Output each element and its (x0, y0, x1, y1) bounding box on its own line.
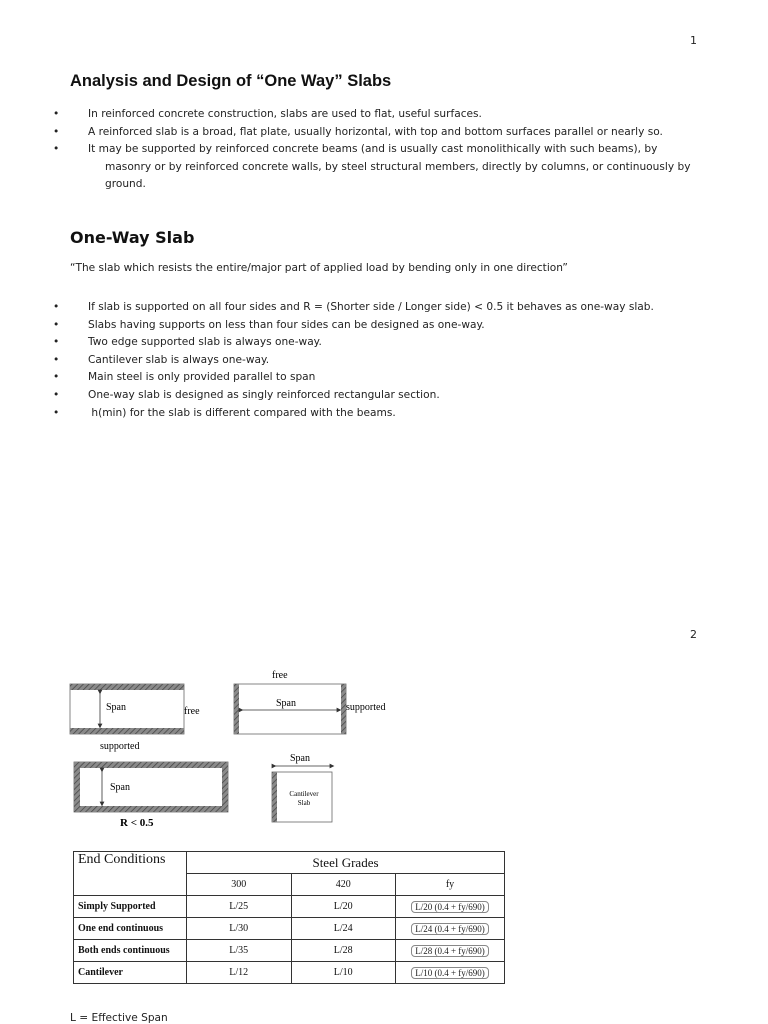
definition-text: “The slab which resists the entire/major part of applied load by bending only in one direction” (70, 262, 568, 274)
document-title: Analysis and Design of “One Way” Slabs (70, 72, 392, 90)
slab-label: Slab (297, 799, 311, 807)
condition-cell: One end continuous (74, 918, 187, 940)
fy-formula-cell (396, 962, 505, 984)
supported-label: supported (100, 741, 140, 752)
table-row (74, 962, 505, 984)
table-row (74, 896, 505, 918)
slab-support-diagrams (60, 656, 480, 828)
fy-formula-cell (396, 940, 505, 962)
grade-fy-header: fy (396, 874, 505, 896)
grade-300-cell: L/25 (187, 896, 292, 918)
list-item: • h(min) for the slab is different compared with the beams. (53, 406, 396, 419)
grade-420-cell: L/20 (291, 896, 396, 918)
cantilever-label: Cantilever (289, 790, 319, 798)
grade-300-cell: L/12 (187, 962, 292, 984)
grade-420-header: 420 (291, 874, 396, 896)
page-number: 2 (690, 628, 697, 641)
list-item: • One-way slab is designed as singly reinforced rectangular section. (53, 388, 440, 401)
list-item: • Cantilever slab is always one-way. (53, 353, 270, 366)
span-label: Span (276, 698, 296, 709)
list-item: • A reinforced slab is a broad, flat plate, usually horizontal, with top and bottom surfaces parallel or nearly so. (53, 125, 663, 138)
grade-420-cell: L/10 (291, 962, 396, 984)
list-item: • In reinforced concrete construction, slabs are used to flat, useful surfaces. (53, 108, 482, 120)
span-label: Span (290, 753, 310, 764)
list-item: • If slab is supported on all four sides and R = (Shorter side / Longer side) < 0.5 it behaves as one-way slab. (53, 301, 654, 313)
side-supported-slab-diagram (234, 670, 385, 734)
min-thickness-table (73, 851, 505, 984)
free-label: free (184, 706, 200, 717)
fy-formula: L/24 (0.4 + fy/690) (411, 923, 489, 935)
fy-formula: L/10 (0.4 + fy/690) (411, 967, 489, 979)
end-conditions-header: End Conditions (74, 852, 187, 896)
supported-label: supported (346, 702, 386, 713)
ratio-label: R < 0.5 (120, 817, 154, 828)
four-side-slab-diagram (74, 762, 228, 828)
fy-formula: L/20 (0.4 + fy/690) (411, 901, 489, 913)
table-row (74, 940, 505, 962)
free-label: free (272, 670, 288, 681)
grade-300-header: 300 (187, 874, 292, 896)
steel-grades-header: Steel Grades (187, 852, 505, 874)
span-label: Span (110, 782, 130, 793)
two-edge-slab-diagram (70, 684, 200, 752)
grade-300-cell: L/30 (187, 918, 292, 940)
list-item: • It may be supported by reinforced concrete beams (and is usually cast monolithically with such beams), by masonry or by reinforced concrete walls, by steel structural members, directly by columns, or continuously by ground. (53, 143, 691, 191)
grade-420-cell: L/24 (291, 918, 396, 940)
table-row (74, 918, 505, 940)
condition-cell: Both ends continuous (74, 940, 187, 962)
intro-bullet-list (53, 106, 695, 194)
section-heading: One-Way Slab (70, 228, 195, 247)
cantilever-slab-diagram (272, 753, 332, 822)
footnote: L = Effective Span (70, 1012, 168, 1024)
list-item: • Slabs having supports on less than four sides can be designed as one-way. (53, 318, 485, 331)
list-item: • Two edge supported slab is always one-way. (53, 336, 322, 349)
fy-formula: L/28 (0.4 + fy/690) (411, 945, 489, 957)
condition-cell: Cantilever (74, 962, 187, 984)
grade-420-cell: L/28 (291, 940, 396, 962)
page-number: 1 (690, 34, 697, 47)
fy-formula-cell (396, 896, 505, 918)
grade-300-cell: L/35 (187, 940, 292, 962)
oneway-bullet-list (53, 299, 695, 422)
fy-formula-cell (396, 918, 505, 940)
table-header-row (74, 852, 505, 874)
list-item: • Main steel is only provided parallel to span (53, 371, 316, 384)
condition-cell: Simply Supported (74, 896, 187, 918)
span-label: Span (106, 702, 126, 713)
